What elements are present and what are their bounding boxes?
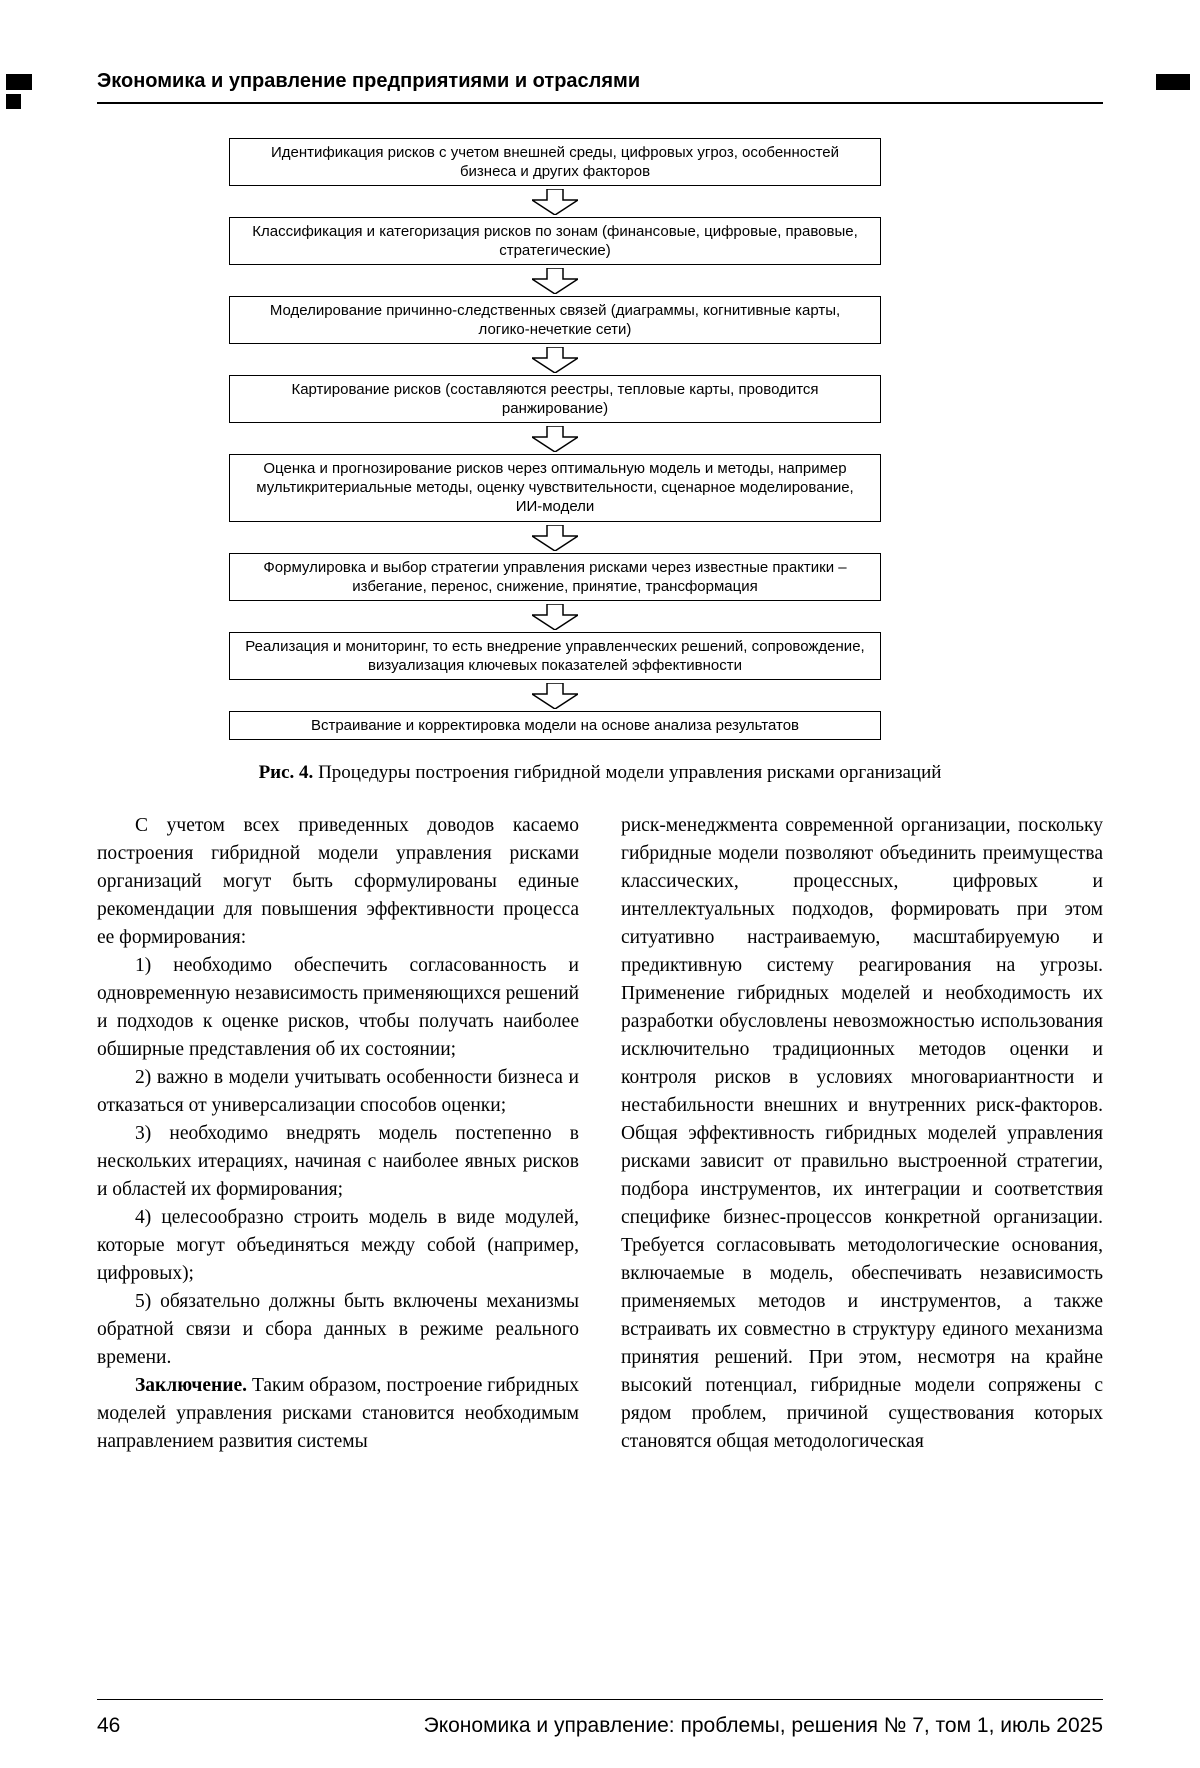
down-arrow-icon xyxy=(532,525,578,551)
flowchart-step: Встраивание и корректировка модели на основе анализа результатов xyxy=(229,711,881,740)
paragraph: С учетом всех приведенных доводов касаемо построения гибридной модели управления рисками организаций могут быть сформулированы единые рекомендации для повышения эффективности процесса ее формирования: xyxy=(97,814,579,948)
conclusion-label: Заключение. xyxy=(135,1374,248,1396)
header-rule xyxy=(97,102,1103,104)
scan-artifact xyxy=(6,94,21,109)
down-arrow-icon xyxy=(532,426,578,452)
down-arrow-icon xyxy=(532,268,578,294)
flowchart-step: Картирование рисков (составляются реестры, тепловые карты, проводится ранжирование) xyxy=(229,375,881,423)
paragraph: 3) необходимо внедрять модель постепенно в нескольких итерациях, начиная с наиболее явных рисков и областей их формирования; xyxy=(97,1122,579,1200)
flowchart-step: Классификация и категоризация рисков по зонам (финансовые, цифровые, правовые, стратегические) xyxy=(229,217,881,265)
scan-artifact xyxy=(6,74,32,90)
figure-caption-text: Процедуры построения гибридной модели управления рисками организаций xyxy=(313,761,942,783)
down-arrow-icon xyxy=(532,189,578,215)
flowchart-step: Моделирование причинно-следственных связей (диаграммы, когнитивные карты, логико-нечеткие сети) xyxy=(229,296,881,344)
paragraph: 4) целесообразно строить модель в виде модулей, которые могут объединяться между собой (например, цифровых); xyxy=(97,1206,579,1284)
down-arrow-icon xyxy=(532,347,578,373)
flowchart-step: Оценка и прогнозирование рисков через оптимальную модель и методы, например мультикритериальные методы, оценку чувствительности, сценарное моделирование, ИИ-модели xyxy=(229,454,881,521)
flowchart-step: Идентификация рисков с учетом внешней среды, цифровых угроз, особенностей бизнеса и других факторов xyxy=(229,138,881,186)
body-text xyxy=(97,812,1103,1456)
flowchart-step: Формулировка и выбор стратегии управления рисками через известные практики – избегание, перенос, снижение, принятие, трансформация xyxy=(229,553,881,601)
conclusion-text: Таким образом, построение гибридных моделей управления рисками становится необходимым направлением развития системы xyxy=(97,1374,579,1452)
paragraph-conclusion xyxy=(97,1372,579,1456)
figure-caption xyxy=(97,762,1103,784)
paragraph: риск-менеджмента современной организации, поскольку гибридные модели позволяют объединить преимущества классических, процессных, цифровых и интеллектуальных подходов, формировать при этом ситуативно настраиваемую, масштабируемую и предиктивную систему реагирования на угрозы. Применение гибридных моделей и необходимость их разработки обусловлены невозможностью использования исключительно традиционных методов оценки и контроля рисков в условиях многовариантности и нестабильности внешних и внутренних риск-факторов. Общая эффективность гибридных моделей управления рисками зависит от правильно выстроенной стратегии, подбора инструментов, их интеграции и соответствия специфике бизнес-процессов конкретной организации. Требуется согласовывать методологические основания, включаемые в модель, обеспечивать независимость применяемых методов и инструментов, а также встраивать их совместно в структуру единого механизма принятия решений. При этом, несмотря на крайне высокий потенциал, гибридные модели сопряжены с рядом проблем, причиной существования которых становятся общая методологическая xyxy=(621,814,1103,1452)
body-column-left xyxy=(97,812,579,1456)
figure-caption-label: Рис. 4. xyxy=(258,761,314,783)
paragraph: 1) необходимо обеспечить согласованность и одновременную независимость применяющихся решений и подходов к оценке рисков, чтобы получать наиболее обширные представления об их состоянии; xyxy=(97,954,580,1060)
scan-artifact xyxy=(1156,74,1190,90)
footer-page-number: 46 xyxy=(97,1714,121,1737)
page xyxy=(0,70,1200,1456)
footer-journal-info: Экономика и управление: проблемы, решения № 7, том 1, июль 2025 xyxy=(423,1714,1103,1737)
paragraph: 2) важно в модели учитывать особенности бизнеса и отказаться от универсализации способов оценки; xyxy=(97,1066,579,1116)
page-header: Экономика и управление предприятиями и отраслями xyxy=(97,70,641,92)
page-footer xyxy=(97,1699,1103,1738)
flowchart-figure xyxy=(229,138,881,740)
footer-rule xyxy=(97,1699,1103,1700)
down-arrow-icon xyxy=(532,683,578,709)
body-column-right xyxy=(621,812,1103,1456)
flowchart-step: Реализация и мониторинг, то есть внедрение управленческих решений, сопровождение, визуализация ключевых показателей эффективности xyxy=(229,632,881,680)
paragraph: 5) обязательно должны быть включены механизмы обратной связи и сбора данных в режиме реального времени. xyxy=(97,1290,579,1368)
down-arrow-icon xyxy=(532,604,578,630)
